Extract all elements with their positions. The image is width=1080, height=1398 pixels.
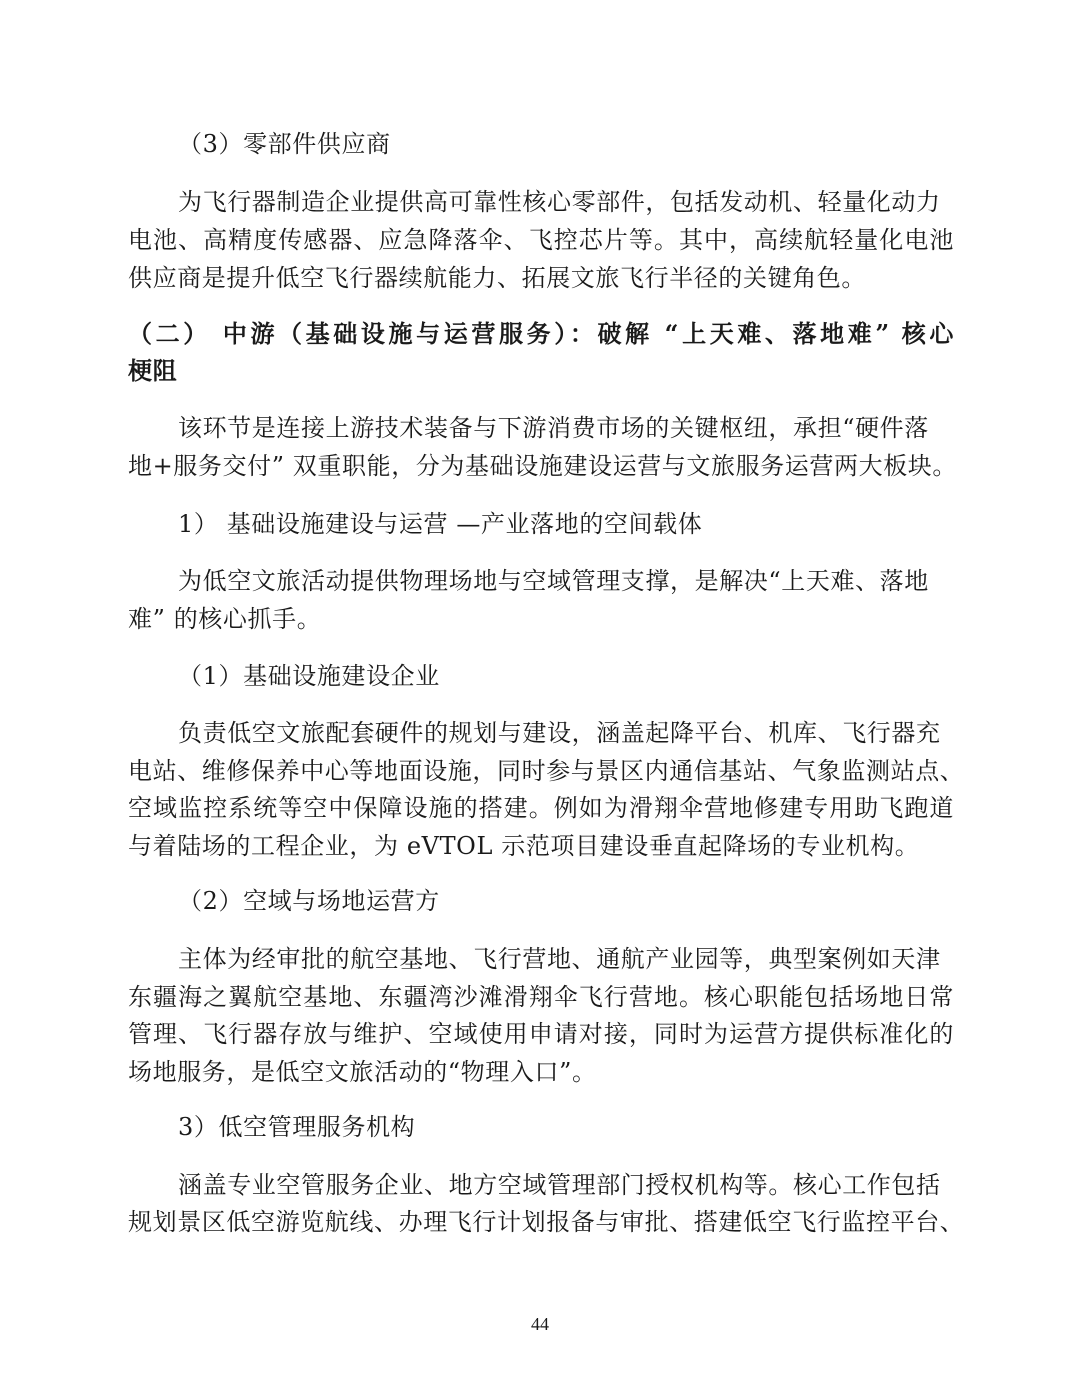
body-line: 地+服务交付” 双重职能，分为基础设施建设运营与文旅服务运营两大板块。 <box>128 452 958 480</box>
body-line: 负责低空文旅配套硬件的规划与建设，涵盖起降平台、机库、飞行器充 <box>178 719 941 747</box>
body-line: 涵盖专业空管服务企业、地方空域管理部门授权机构等。核心工作包括 <box>178 1171 941 1199</box>
body-line: 空域监控系统等空中保障设施的搭建。例如为滑翔伞营地修建专用助飞跑道 <box>128 794 954 822</box>
body-line: 电池、高精度传感器、应急降落伞、飞控芯片等。其中，高续航轻量化电池 <box>128 226 954 254</box>
section-heading: （二） 中游（基础设施与运营服务）：破解 “上天难、落地难” 核心 <box>128 319 954 348</box>
body-line: 东疆海之翼航空基地、东疆湾沙滩滑翔伞飞行营地。核心职能包括场地日常 <box>128 983 954 1011</box>
body-line: 场地服务，是低空文旅活动的“物理入口”。 <box>128 1058 597 1086</box>
subheading-construction: （1）基础设施建设企业 <box>178 662 440 690</box>
body-line: 难” 的核心抓手。 <box>128 605 322 633</box>
body-line: 该环节是连接上游技术装备与下游消费市场的关键枢纽，承担“硬件落 <box>178 414 929 442</box>
subheading-parts-suppliers: （3）零部件供应商 <box>178 130 391 158</box>
subheading-airspace-operators: （2）空域与场地运营方 <box>178 887 440 915</box>
body-line: 电站、维修保养中心等地面设施，同时参与景区内通信基站、气象监测站点、 <box>128 757 965 785</box>
body-line: 与着陆场的工程企业，为 eVTOL 示范项目建设垂直起降场的专业机构。 <box>128 832 920 860</box>
body-line: 管理、飞行器存放与维护、空域使用申请对接，同时为运营方提供标准化的 <box>128 1020 954 1048</box>
body-line: 规划景区低空游览航线、办理飞行计划报备与审批、搭建低空飞行监控平台、 <box>128 1208 965 1236</box>
page-number: 44 <box>531 1314 549 1334</box>
subheading-management-services: 3）低空管理服务机构 <box>178 1113 416 1141</box>
body-line: 为飞行器制造企业提供高可靠性核心零部件，包括发动机、轻量化动力 <box>178 188 941 216</box>
body-line: 供应商是提升低空飞行器续航能力、拓展文旅飞行半径的关键角色。 <box>128 264 866 292</box>
body-line: 主体为经审批的航空基地、飞行营地、通航产业园等，典型案例如天津 <box>178 945 941 973</box>
subheading-infrastructure: 1） 基础设施建设与运营 —产业落地的空间载体 <box>178 510 703 538</box>
body-line: 为低空文旅活动提供物理场地与空域管理支撑，是解决“上天难、落地 <box>178 567 929 595</box>
section-heading: 梗阻 <box>128 356 178 385</box>
